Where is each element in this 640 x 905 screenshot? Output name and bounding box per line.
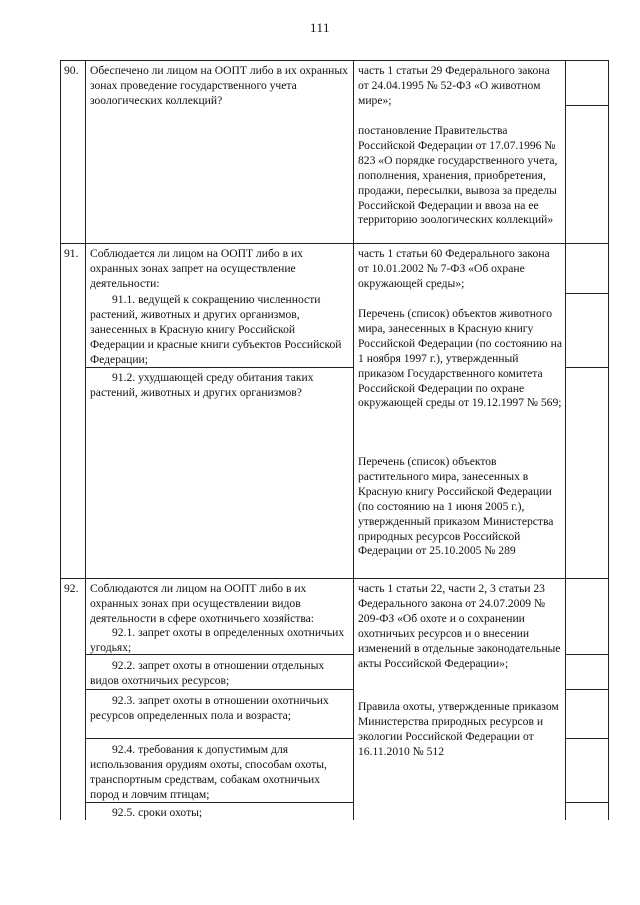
col-border-num [85,60,86,820]
row-ref: Правила охоты, утвержденные приказом Министерства природных ресурсов и экологии Российской Федерации от 16.11.2010 № 512 [358,700,559,758]
row-subitem: 92.5. сроки охоты; [112,806,203,819]
row-subitem: 92.4. требования к допустимым для использования орудиям охоты, способам охоты, транспортным средствам, собакам охотничьих пород и ловчим птицам; [90,743,327,801]
row-number: 91. [64,247,79,260]
row-subitem: 91.1. ведущей к сокращению численности растений, животных и других организмов, занесенных в Красную книгу Российской Федерации и красные книги субъектов Российской Федерации; [90,293,342,366]
col-border-question [353,60,354,820]
empty-col-border-7 [565,802,608,803]
col-border-right [608,60,609,820]
col-border-left [60,60,61,820]
col-border-refs [565,60,566,820]
row-ref: постановление Правительства Российской Федерации от 17.07.1996 № 823 «О порядке государственного учета, пополнения, хранения, приобретения, продажи, пересылки, вывоза за пределы Российской Федерации и ввоза на ее территорию зоологических коллекций» [358,124,558,227]
row-question: Обеспечено ли лицом на ООПТ либо в их охранных зонах проведение государственного учета зоологических коллекций? [90,64,348,107]
row-ref: часть 1 статьи 22, части 2, 3 статьи 23 Федерального закона от 24.07.2009 № 209-ФЗ «Об охоте и о сохранении охотничьих ресурсов и о внесении изменений в отдельные законодательные акты Российской Федерации»; [358,582,561,670]
sub-border-92-3 [85,738,353,739]
empty-col-border-3 [565,367,608,368]
empty-col-border-1 [565,105,608,106]
sub-border-92-2 [85,689,353,690]
row-border-90-91 [60,243,608,244]
page-number: 111 [309,20,331,35]
row-border-top [60,60,608,61]
empty-col-border-4 [565,654,608,655]
row-subitem: 92.1. запрет охоты в определенных охотничьих угодьях; [90,626,345,654]
row-ref: часть 1 статьи 60 Федерального закона от 10.01.2002 № 7-ФЗ «Об охране окружающей среды»; [358,247,550,290]
row-subitem: 92.3. запрет охоты в отношении охотничьих ресурсов определенных пола и возраста; [90,694,329,722]
row-ref: часть 1 статьи 29 Федерального закона от 24.04.1995 № 52-ФЗ «О животном мире»; [358,64,550,107]
row-border-91-92 [60,578,608,579]
empty-col-border-6 [565,738,608,739]
row-subitem: 92.2. запрет охоты в отношении отдельных видов охотничьих ресурсов; [90,659,325,687]
empty-col-border-5 [565,689,608,690]
row-number: 92. [64,582,79,595]
row-ref: Перечень (список) объектов животного мира, занесенных в Красную книгу Российской Федерации (по состоянию на 1 ноября 1997 г.), утвержденный приказом Государственного комитета Российской Федерации по охране окружающей среды от 19.12.1997 № 569; [358,307,562,410]
row-question: Соблюдается ли лицом на ООПТ либо в их охранных зонах запрет на осуществление деятельности: [90,247,303,290]
empty-col-border-2 [565,293,608,294]
row-number: 90. [64,64,79,77]
row-question: Соблюдаются ли лицом на ООПТ либо в их охранных зонах при осуществлении видов деятельности в сфере охотничьего хозяйства: [90,582,315,625]
row-subitem: 91.2. ухудшающей среду обитания таких растений, животных и других организмов? [90,371,314,399]
row-ref: Перечень (список) объектов растительного мира, занесенных в Красную книгу Российской Федерации (по состоянию на 1 июня 2005 г.), утвержденный приказом Министерства природных ресурсов Российской Федерации от 25.10.2005 № 289 [358,455,554,558]
